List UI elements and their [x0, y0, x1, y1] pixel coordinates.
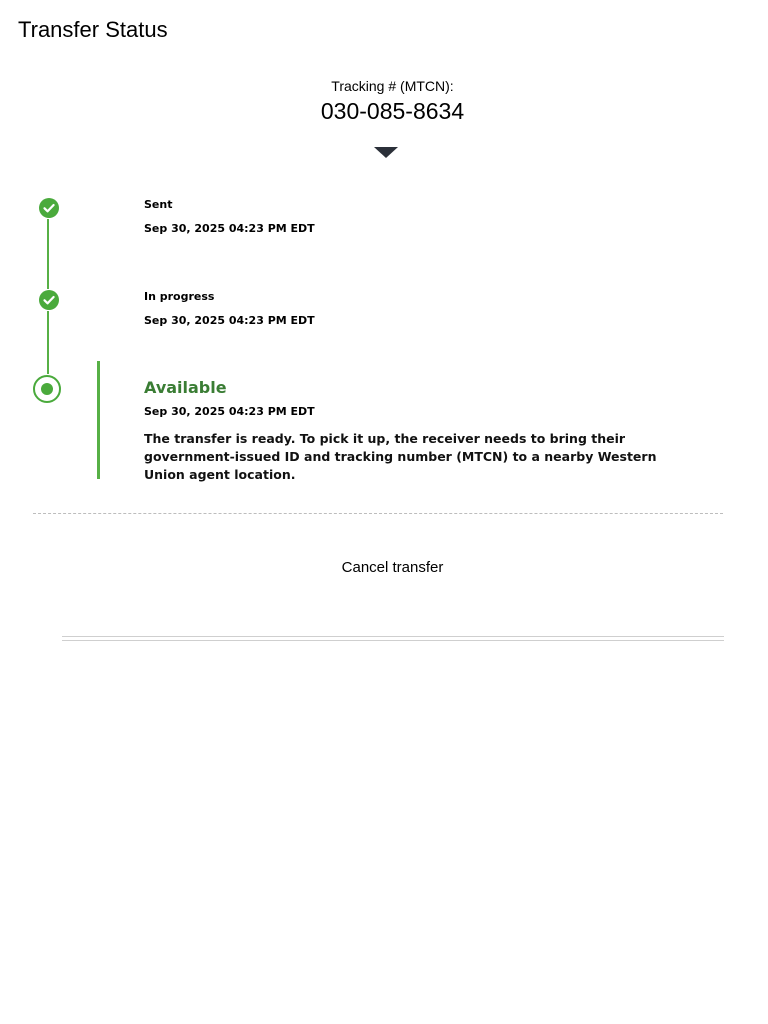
step-sent-label: Sent [144, 198, 173, 211]
current-dot [41, 383, 53, 395]
tracking-section [0, 77, 768, 125]
page-title: Transfer Status [18, 17, 168, 42]
bottom-divider [62, 636, 724, 641]
active-step-bar [97, 361, 100, 479]
step-in-progress-date: Sep 30, 2025 04:23 PM EDT [144, 314, 315, 327]
radio-current-icon [33, 375, 61, 403]
tracking-number: 030-085-8634 [320, 98, 465, 124]
caret-down-icon[interactable] [374, 147, 398, 158]
timeline-connector [47, 311, 49, 374]
step-available-description: The transfer is ready. To pick it up, the receiver needs to bring their government-issued ID and tracking number (MTCN) to a nearby Western Union agent location. [144, 431, 657, 482]
timeline-connector [47, 219, 49, 289]
tracking-label: Tracking # (MTCN): [331, 78, 454, 94]
check-circle-icon [39, 198, 59, 218]
section-divider [33, 513, 723, 514]
step-available-date: Sep 30, 2025 04:23 PM EDT [144, 405, 315, 418]
step-available-label: Available [144, 378, 227, 397]
cancel-transfer-button[interactable]: Cancel transfer [341, 559, 444, 576]
check-circle-icon [39, 290, 59, 310]
step-sent-date: Sep 30, 2025 04:23 PM EDT [144, 222, 315, 235]
step-in-progress-label: In progress [144, 290, 215, 303]
